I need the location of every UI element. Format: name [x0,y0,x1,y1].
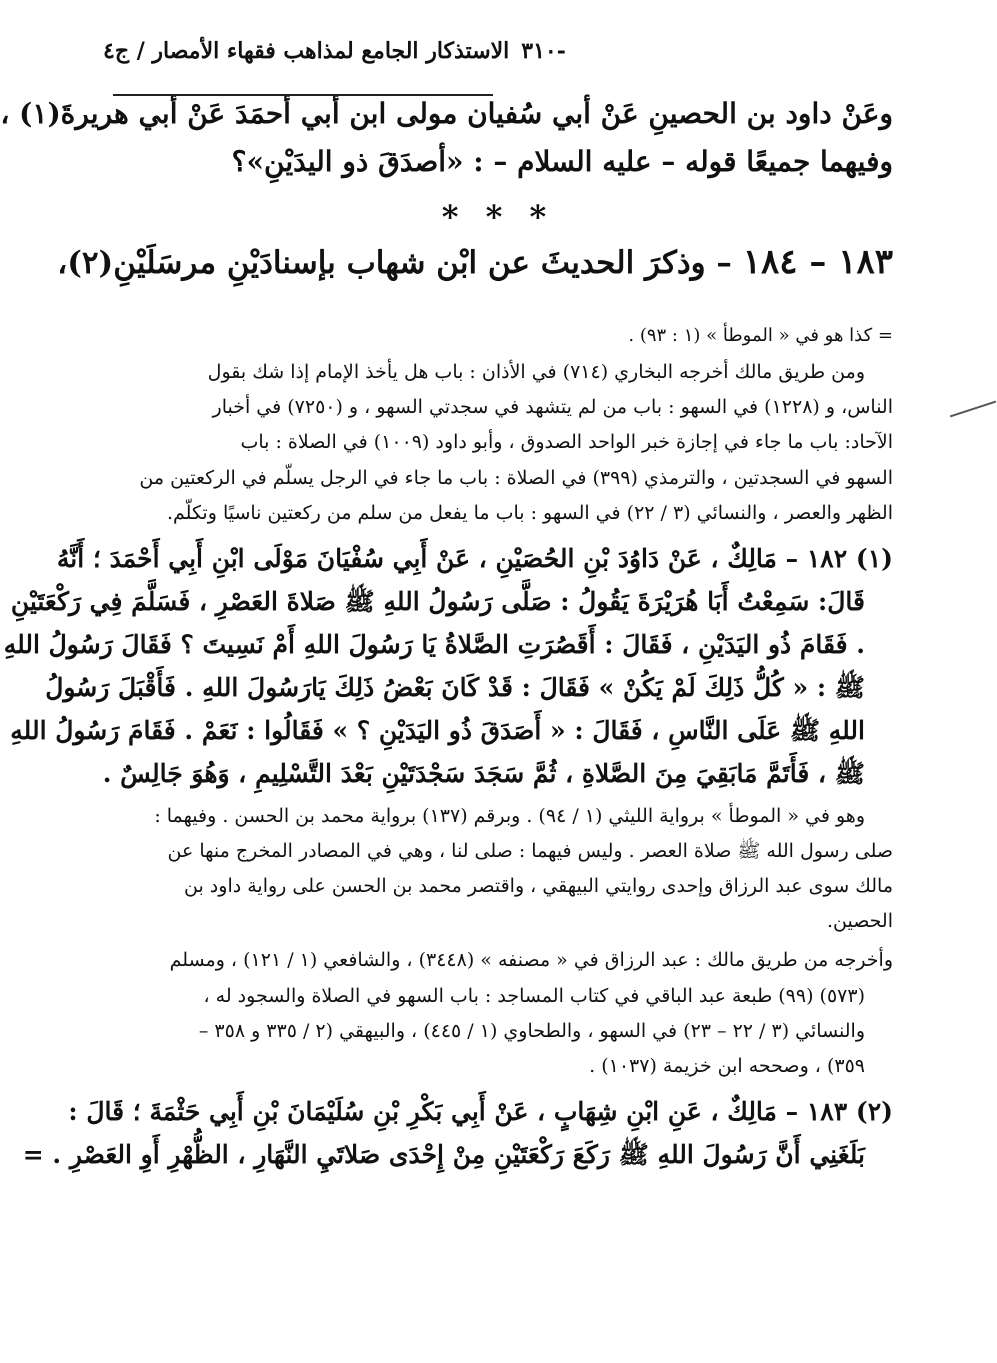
footnote-1-label: (١) [855,543,893,573]
footnote-line: وهو في « الموطأ » برواية الليثي (١ / ٩٤) . وبرقم (١٣٧) برواية محمد بن الحسن . وفيهما : [154,804,865,827]
footnote-line: ٣٥٩) ، وصححه ابن خزيمة (١٠٣٧) . [589,1054,865,1077]
footnote-2-hadith [22,1090,893,1176]
footnote-line: السهو في السجدتين ، والترمذي (٣٩٩) في الصلاة : باب ما جاء في الرجل يسلّم في الركعتين من [139,466,893,489]
running-title: الاستذكار الجامع لمذاهب فقهاء الأمصار / ج٤ [103,38,510,64]
main-text-line: وفيهما جميعًا قوله – عليه السلام – : «أصدَقَ ذو اليدَيْنِ»؟ [231,145,893,179]
main-text [0,90,893,186]
footnote-text: ١٨٣ – مَالِكٌ ، عَنِ ابْنِ شِهَابٍ ، عَنْ أَبِي بَكْرِ بْنِ سُلَيْمَانَ بْنِ أَبِي حَثْمَةَ ؛ قَالَ : [68,1096,848,1126]
scan-artifact-mark [950,401,996,418]
running-header [103,28,893,74]
footnote-line: قَالَ: سَمِعْتُ أَبَا هُرَيْرَةَ يَقُولُ : صَلَّى رَسُولُ اللهِ ﷺ صَلاةَ العَصْرِ ، فَسَلَّمَ فِي رَكْعَتَيْنِ [10,586,865,616]
section-heading [57,242,893,283]
footnote-line: . فَقَامَ ذُو اليَدَيْنِ ، فَقَالَ : أَقَصُرَتِ الصَّلاةُ يَا رَسُولَ اللهِ أَمْ نَسِيتَ ؟ فَقَالَ رَسُولُ اللهِ [3,629,865,659]
footnote-line [68,1090,893,1133]
footnote-line: الحصين. [826,910,893,933]
page-number: -٣١٠ [521,38,566,64]
footnote-line: مالك سوى عبد الرزاق وإحدى روايتي البيهقي ، واقتصر محمد بن الحسن على رواية داود بن [184,875,893,898]
footnote-paragraph [103,355,893,531]
footnote-line: الناس، و (١٢٢٨) في السهو : باب من لم يتشهد في سجدتي السهو ، و (٧٢٥٠) في أخبار [212,396,893,419]
footnote-line: (٥٧٣) (٩٩) طبعة عبد الباقي في كتاب المساجد : باب السهو في الصلاة والسجود له ، [203,984,865,1007]
book-page [0,28,893,1176]
footnote-line: صلى رسول الله ﷺ صلاة العصر . وليس فيهما : صلى لنا ، وهي في المصادر المخرج منها عن [167,839,893,862]
footnote-line: اللهِ ﷺ عَلَى النَّاسِ ، فَقَالَ : « أَصَدَقَ ذُو اليَدَيْنِ ؟ » فَقَالُوا : نَعَمْ . فَقَامَ رَسُولُ اللهِ [10,715,865,745]
header-wrap [103,38,566,64]
footnote-line: الظهر والعصر ، والنسائي (٣ / ٢٢) في السهو : باب ما يفعل من سلم من ركعتين ناسيًا وتكلّم. [166,501,893,524]
footnote-line: بَلَغَنِي أَنَّ رَسُولَ اللهِ ﷺ رَكَعَ رَكْعَتَيْنِ مِنْ إِحْدَى صَلاتَيِ النَّهَارِ ، الظُّهْرِ أَوِ العَصْرِ . = [22,1139,865,1169]
footnote-line: الآحاد: باب ما جاء في إجازة خبر الواحد الصدوق ، وأبو داود (١٠٠٩) في الصلاة : باب [240,431,893,454]
footnote-line: ﷺ : « كُلُّ ذَلِكَ لَمْ يَكُنْ » فَقَالَ : قَدْ كَانَ بَعْضُ ذَلِكَ يَارَسُولَ اللهِ . فَأَقْبَلَ رَسُولُ [45,672,865,702]
footnote-1-hadith [3,537,893,795]
section-separator: * * * [441,198,555,237]
footnote-text: ١٨٢ – مَالِكٌ ، عَنْ دَاوُدَ بْنِ الحُصَيْنِ ، عَنْ أَبِي سُفْيَانَ مَوْلَى ابْنِ أَبِي أَحْمَدَ ؛ أَنَّهُ [56,543,848,573]
header-rule [113,94,493,96]
footnote-continuation: = كذا هو في « الموطأ » (١ : ٩٣) . [628,325,893,347]
footnote-line [56,537,893,580]
footnote-paragraph [103,799,893,940]
footnote-line: ومن طريق مالك أخرجه البخاري (٧١٤) في الأذان : باب هل يأخذ الإمام إذا شك بقول [207,361,865,384]
footnote-line: والنسائي (٣ / ٢٢ – ٢٣) في السهو ، والطحاوي (١ / ٤٤٥) ، والبيهقي (٢ / ٣٣٥ و ٣٥٨ – [198,1019,865,1042]
section-heading-text: – وذكرَ الحديثَ عن ابْن شهاب بإسنادَيْنِ مرسَلَيْنِ(٢)، [57,245,732,282]
footnote-line: ﷺ ، فَأَتَمَّ مَابَقِيَ مِنَ الصَّلاةِ ، ثُمَّ سَجَدَ سَجْدَتَيْنِ بَعْدَ التَّسْلِيمِ ، وَهُوَ جَالِسٌ . [102,758,865,788]
main-text-line: وعَنْ داود بن الحصينِ عَنْ أبي سُفيان مولى ابن أبي أحمَدَ عَنْ أبي هريرةَ(١) ، [0,97,893,130]
footnote-line: وأخرجه من طريق مالك : عبد الرزاق في « مصنفه » (٣٤٤٨) ، والشافعي (١ / ١٢١) ، ومسلم [169,949,893,972]
footnote-2-label: (٢) [855,1096,893,1126]
footnote-paragraph [103,943,893,1084]
section-number: ١٨٣ – ١٨٤ [742,242,893,283]
